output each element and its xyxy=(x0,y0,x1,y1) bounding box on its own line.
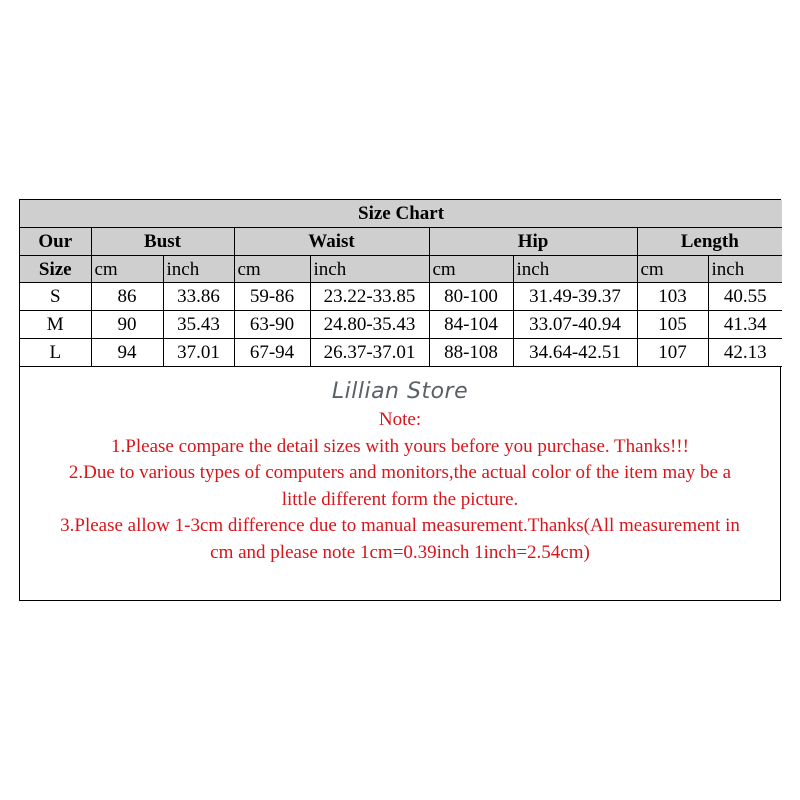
table-cell: 86 xyxy=(91,283,163,311)
table-cell: 94 xyxy=(91,339,163,367)
table-cell: 67-94 xyxy=(234,339,310,367)
size-cell: M xyxy=(20,311,91,339)
note-line: little different form the picture. xyxy=(281,488,519,510)
table-cell: 31.49-39.37 xyxy=(513,283,637,311)
table-row xyxy=(20,311,782,339)
unit-label: inch xyxy=(708,256,782,283)
table-cell: 33.86 xyxy=(163,283,234,311)
table-cell: 24.80-35.43 xyxy=(310,311,429,339)
unit-label: cm xyxy=(234,256,310,283)
note-line: 3.Please allow 1-3cm difference due to manual measurement.Thanks(All measurement in xyxy=(60,515,740,536)
size-label: Size xyxy=(20,256,91,283)
table-cell: 105 xyxy=(637,311,708,339)
hip-header: Hip xyxy=(429,228,637,256)
table-row xyxy=(20,283,782,311)
store-name: Lillian Store xyxy=(331,379,469,404)
size-cell: L xyxy=(20,339,91,367)
table-cell: 34.64-42.51 xyxy=(513,339,637,367)
waist-header: Waist xyxy=(234,228,429,256)
unit-label: cm xyxy=(429,256,513,283)
table-cell: 88-108 xyxy=(429,339,513,367)
table-cell: 80-100 xyxy=(429,283,513,311)
table-cell: 40.55 xyxy=(708,283,782,311)
our-label: Our xyxy=(20,228,91,256)
unit-label: inch xyxy=(310,256,429,283)
table-cell: 23.22-33.85 xyxy=(310,283,429,311)
table-cell: 59-86 xyxy=(234,283,310,311)
table-cell: 41.34 xyxy=(708,311,782,339)
unit-label: inch xyxy=(163,256,234,283)
table-cell: 84-104 xyxy=(429,311,513,339)
note-line: 1.Please compare the detail sizes with yours before you purchase. Thanks!!! xyxy=(111,435,689,457)
unit-label: inch xyxy=(513,256,637,283)
table-cell: 35.43 xyxy=(163,311,234,339)
table-cell: 33.07-40.94 xyxy=(513,311,637,339)
size-chart xyxy=(19,199,781,601)
table-cell: 63-90 xyxy=(234,311,310,339)
table-row xyxy=(20,339,782,367)
chart-title: Size Chart xyxy=(20,200,782,228)
table-cell: 42.13 xyxy=(708,339,782,367)
notes-section xyxy=(20,367,780,566)
note-line: cm and please note 1cm=0.39inch 1inch=2.54cm) xyxy=(210,541,590,563)
size-cell: S xyxy=(20,283,91,311)
table-cell: 103 xyxy=(637,283,708,311)
table-cell: 107 xyxy=(637,339,708,367)
length-header: Length xyxy=(637,228,782,256)
note-line: 2.Due to various types of computers and monitors,the actual color of the item may be a xyxy=(68,462,732,483)
header-row-groups xyxy=(20,228,782,256)
table-cell: 37.01 xyxy=(163,339,234,367)
table-cell: 26.37-37.01 xyxy=(310,339,429,367)
header-row-units xyxy=(20,256,782,283)
bust-header: Bust xyxy=(91,228,234,256)
unit-label: cm xyxy=(91,256,163,283)
size-table xyxy=(20,200,782,367)
unit-label: cm xyxy=(637,256,708,283)
title-row xyxy=(20,200,782,228)
note-heading: Note: xyxy=(378,409,422,430)
table-cell: 90 xyxy=(91,311,163,339)
